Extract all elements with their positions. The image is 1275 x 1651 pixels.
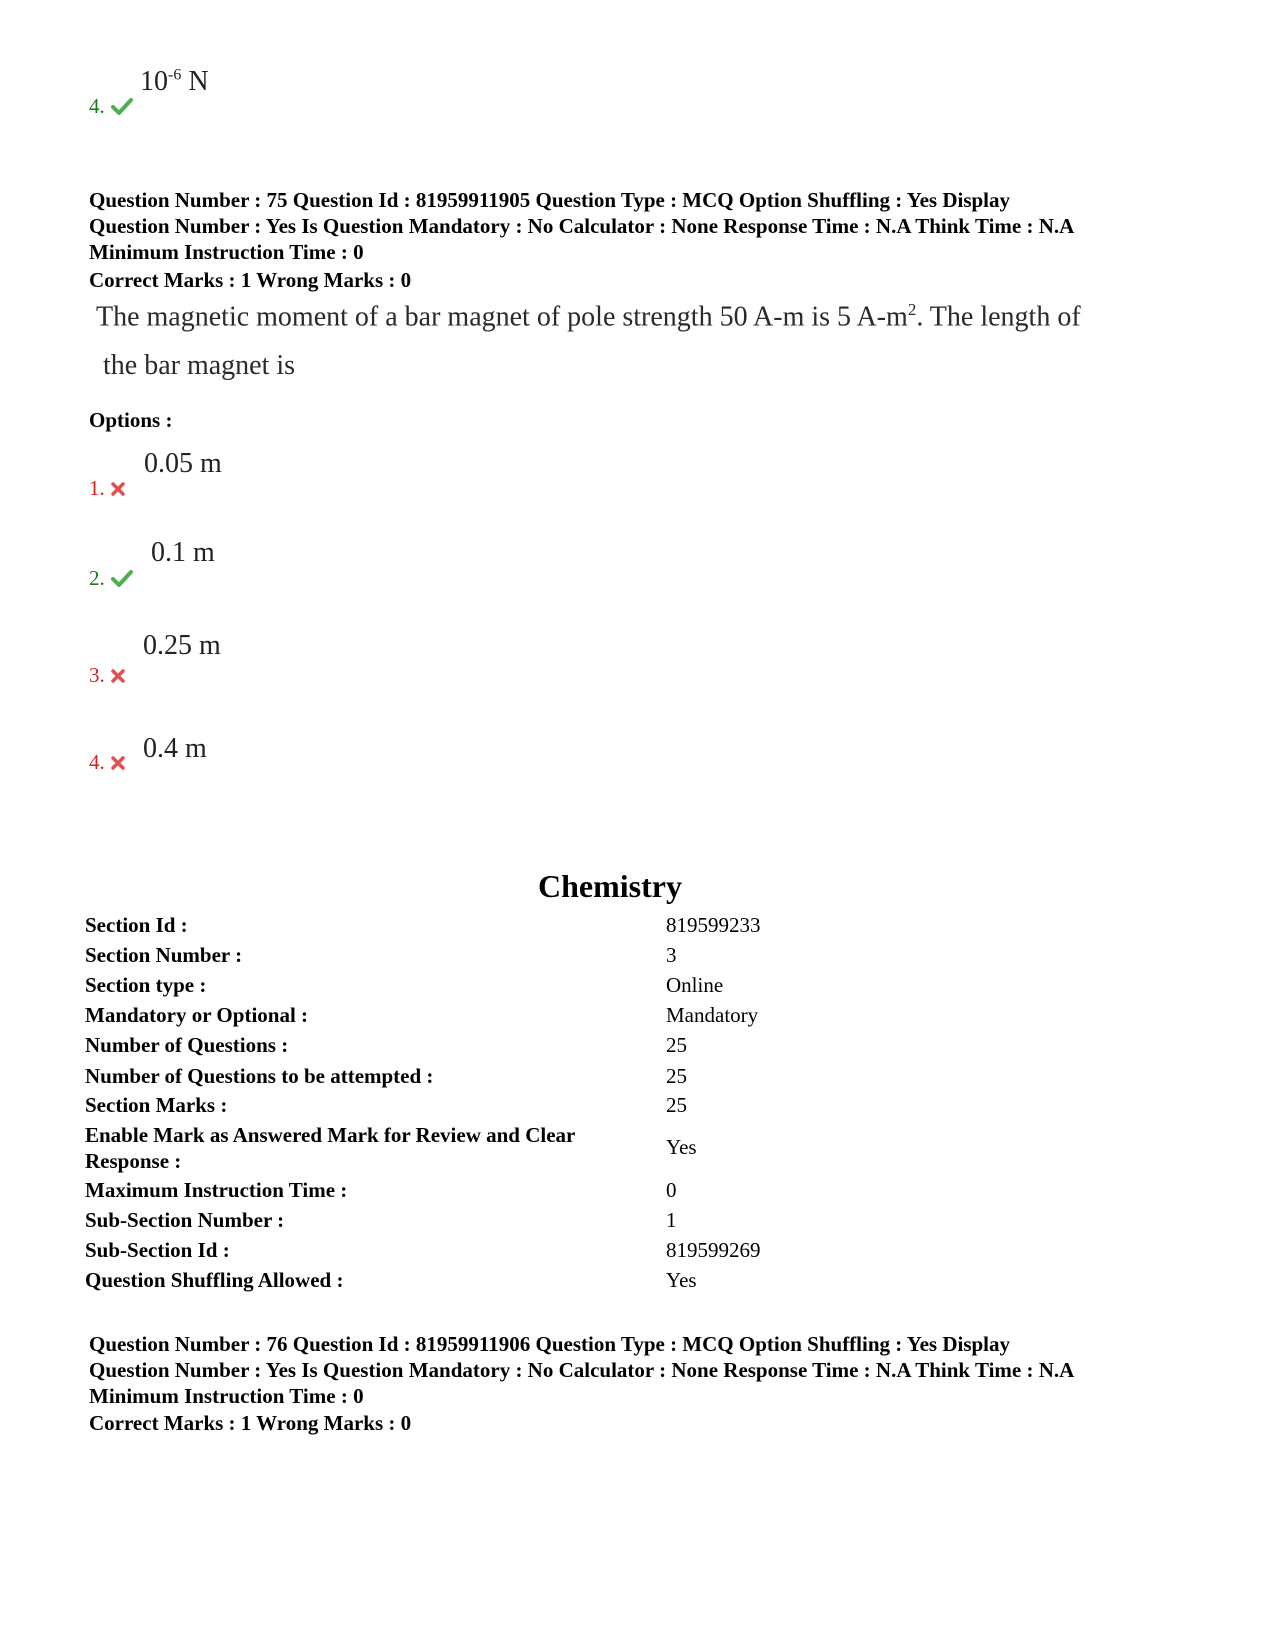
section-label: Maximum Instruction Time : [85, 1178, 348, 1202]
section-value: Yes [666, 1268, 697, 1292]
section-value: Yes [666, 1135, 697, 1159]
section-value: Online [666, 973, 724, 997]
section-value: 25 [666, 1033, 687, 1057]
meta-line: Question Number : 76 Question Id : 81959911906 Question Type : MCQ Option Shuffling : Yes Display [89, 1332, 1011, 1356]
options-label: Options : [89, 408, 173, 432]
option-4-row [89, 750, 125, 775]
cross-icon [111, 482, 125, 501]
option-number: 4. [89, 94, 105, 118]
meta-line: Minimum Instruction Time : 0 [89, 1384, 364, 1408]
question-75-text-line1: The magnetic moment of a bar magnet of pole strength 50 A-m is 5 $A-m^2$. The length of [96, 300, 1081, 333]
section-label: Number of Questions : [85, 1033, 289, 1057]
option-3-value: 0.25 m [143, 630, 221, 661]
cross-icon [111, 669, 125, 688]
question-76-marks: Correct Marks : 1 Wrong Marks : 0 [89, 1411, 412, 1435]
section-label: Section type : [85, 973, 207, 997]
option-3-row [89, 663, 125, 688]
meta-line: Question Number : 75 Question Id : 81959911905 Question Type : MCQ Option Shuffling : Yes Display [89, 188, 1011, 212]
section-title: Chemistry [538, 868, 682, 904]
top-option-value: $10^{-6}$ N [140, 66, 209, 97]
section-value: 25 [666, 1093, 687, 1117]
section-value: 25 [666, 1064, 687, 1088]
check-icon [111, 570, 133, 593]
question-75-meta [89, 187, 1074, 265]
question-75-text-line2: the bar magnet is [103, 350, 296, 381]
meta-line: Question Number : Yes Is Question Mandatory : No Calculator : None Response Time : N.A Think Time : N.A [89, 1358, 1075, 1382]
option-4-value: 0.4 m [143, 733, 207, 764]
section-label: Sub-Section Id : [85, 1238, 230, 1262]
option-2-value: 0.1 m [151, 537, 215, 568]
check-icon [111, 98, 133, 121]
option-1-row [89, 476, 125, 501]
section-label: Response : [85, 1149, 182, 1173]
cross-icon [111, 756, 125, 775]
section-value: 819599269 [666, 1238, 761, 1262]
section-label: Number of Questions to be attempted : [85, 1064, 434, 1088]
option-number: 3. [89, 663, 105, 687]
question-76-meta [89, 1331, 1074, 1409]
meta-line: Minimum Instruction Time : 0 [89, 240, 364, 264]
meta-line: Question Number : Yes Is Question Mandatory : No Calculator : None Response Time : N.A Think Time : N.A [89, 214, 1075, 238]
top-option-row [89, 94, 133, 121]
option-1-value: 0.05 m [144, 448, 222, 479]
section-label: Question Shuffling Allowed : [85, 1268, 344, 1292]
section-value: 0 [666, 1178, 677, 1202]
section-label: Section Id : [85, 913, 188, 937]
section-value: 819599233 [666, 913, 761, 937]
section-value: 3 [666, 943, 677, 967]
section-value: 1 [666, 1208, 677, 1232]
section-label: Section Marks : [85, 1093, 228, 1117]
section-label: Sub-Section Number : [85, 1208, 285, 1232]
section-value: Mandatory [666, 1003, 759, 1027]
section-label: Mandatory or Optional : [85, 1003, 309, 1027]
section-label: Enable Mark as Answered Mark for Review and Clear [85, 1123, 576, 1147]
section-label: Section Number : [85, 943, 243, 967]
option-number: 1. [89, 476, 105, 500]
question-75-marks: Correct Marks : 1 Wrong Marks : 0 [89, 268, 412, 292]
option-number: 2. [89, 566, 105, 590]
option-2-row [89, 566, 133, 593]
option-number: 4. [89, 750, 105, 774]
